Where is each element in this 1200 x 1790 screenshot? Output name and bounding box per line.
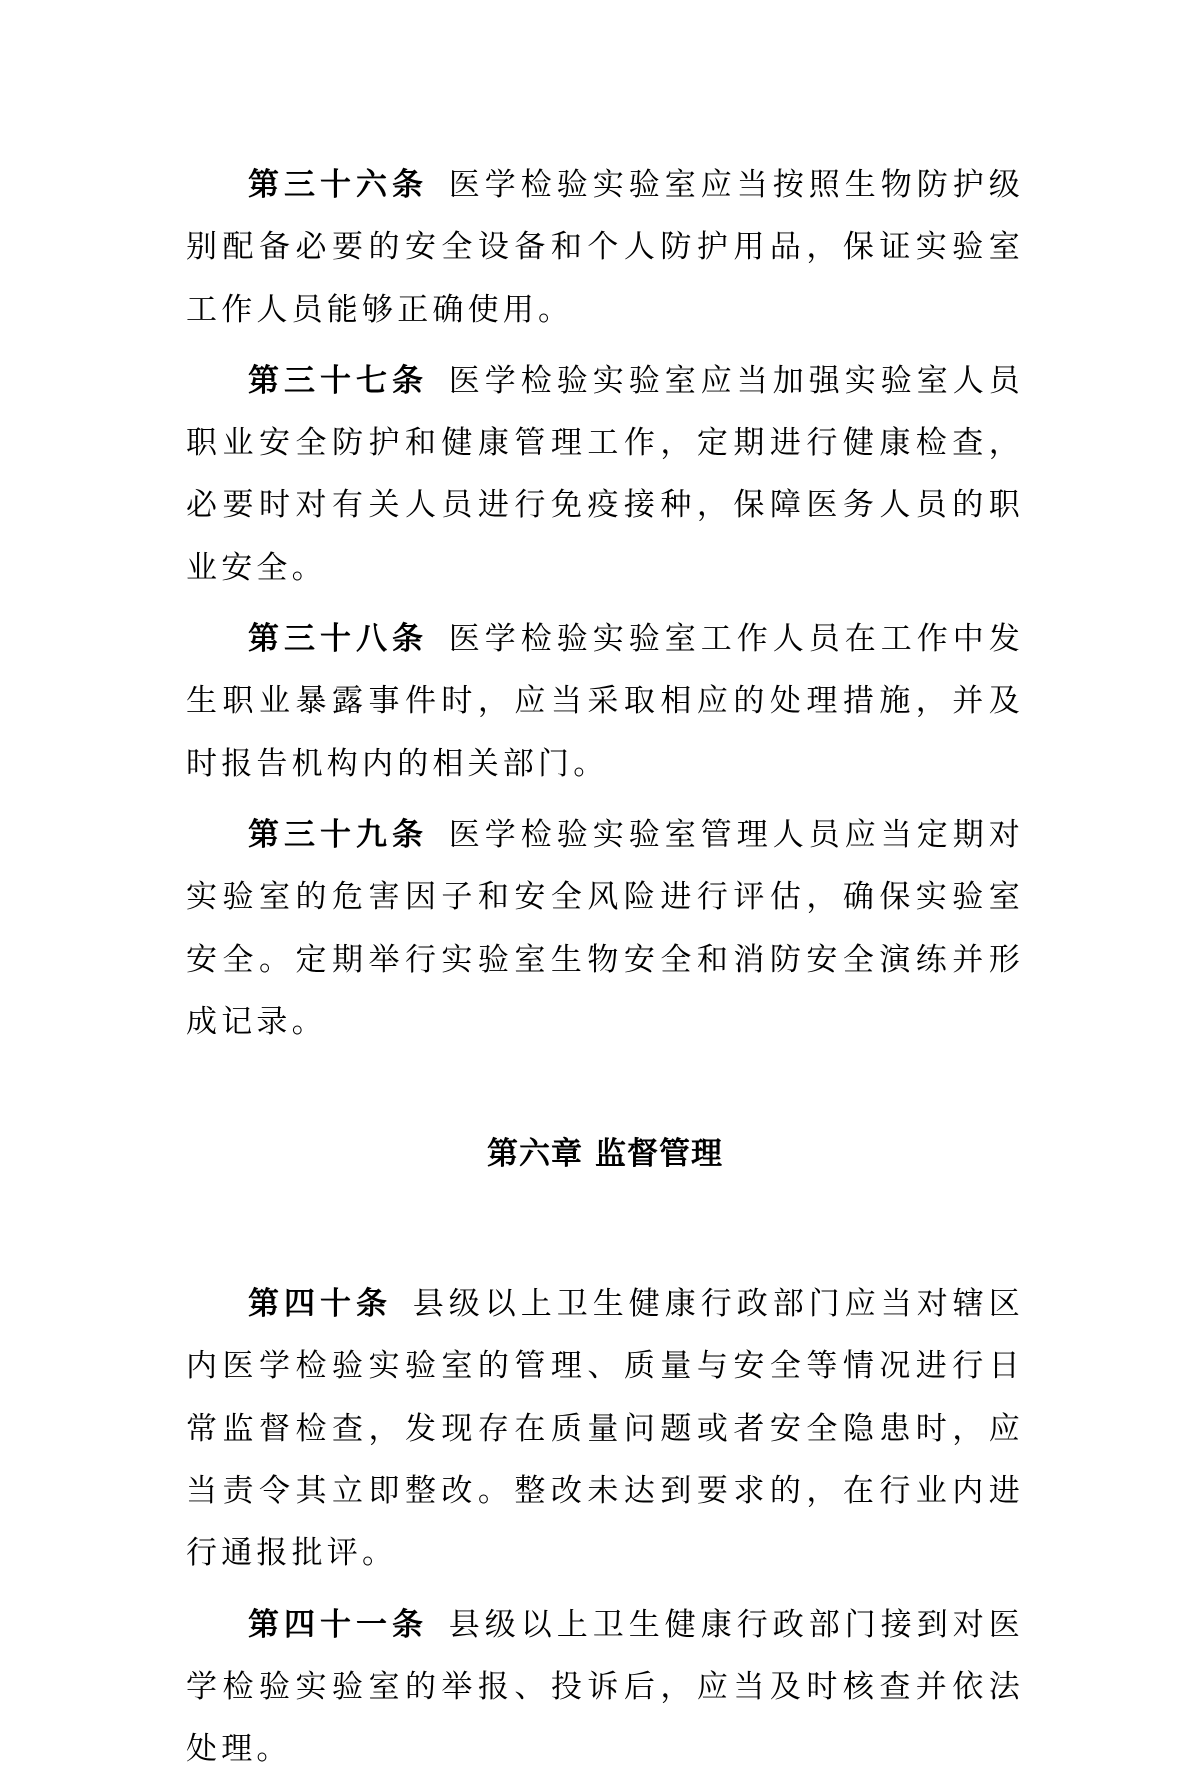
article-37 xyxy=(186,350,1024,599)
article-36 xyxy=(186,154,1024,341)
article-number: 第四十一条 xyxy=(248,1606,428,1643)
article-text: 医学检验实验室应当加强实验室人员职业安全防护和健康管理工作，定期进行健康检查，必要时对有关人员进行免疫接种，保障医务人员的职业安全。 xyxy=(186,362,1024,586)
article-text: 县级以上卫生健康行政部门应当对辖区内医学检验实验室的管理、质量与安全等情况进行日常监督检查，发现存在质量问题或者安全隐患时，应当责令其立即整改。整改未达到要求的，在行业内进行通报批评。 xyxy=(186,1286,1024,1572)
article-number: 第三十七条 xyxy=(248,362,428,399)
article-number: 第三十六条 xyxy=(248,167,428,203)
article-number: 第三十八条 xyxy=(248,621,428,658)
article-text: 医学检验实验室应当按照生物防护级别配备必要的安全设备和个人防护用品，保证实验室工作人员能够正确使用。 xyxy=(186,167,1024,328)
article-41 xyxy=(186,1594,1024,1781)
chapter-heading xyxy=(186,1123,1024,1185)
article-text: 县级以上卫生健康行政部门接到对医学检验实验室的举报、投诉后，应当及时核查并依法处理。 xyxy=(186,1606,1024,1768)
article-text: 医学检验实验室工作人员在工作中发生职业暴露事件时，应当采取相应的处理措施，并及时报告机构内的相关部门。 xyxy=(186,621,1024,782)
article-number: 第三十九条 xyxy=(248,816,428,853)
document-body xyxy=(186,154,1024,1790)
article-number: 第四十条 xyxy=(248,1286,392,1323)
article-40 xyxy=(186,1273,1024,1584)
chapter-title: 监督管理 xyxy=(595,1136,723,1173)
chapter-number: 第六章 xyxy=(487,1136,583,1173)
article-text: 医学检验实验室管理人员应当定期对实验室的危害因子和安全风险进行评估，确保实验室安全。定期举行实验室生物安全和消防安全演练并形成记录。 xyxy=(186,816,1024,1040)
article-39 xyxy=(186,804,1024,1053)
article-38 xyxy=(186,608,1024,795)
